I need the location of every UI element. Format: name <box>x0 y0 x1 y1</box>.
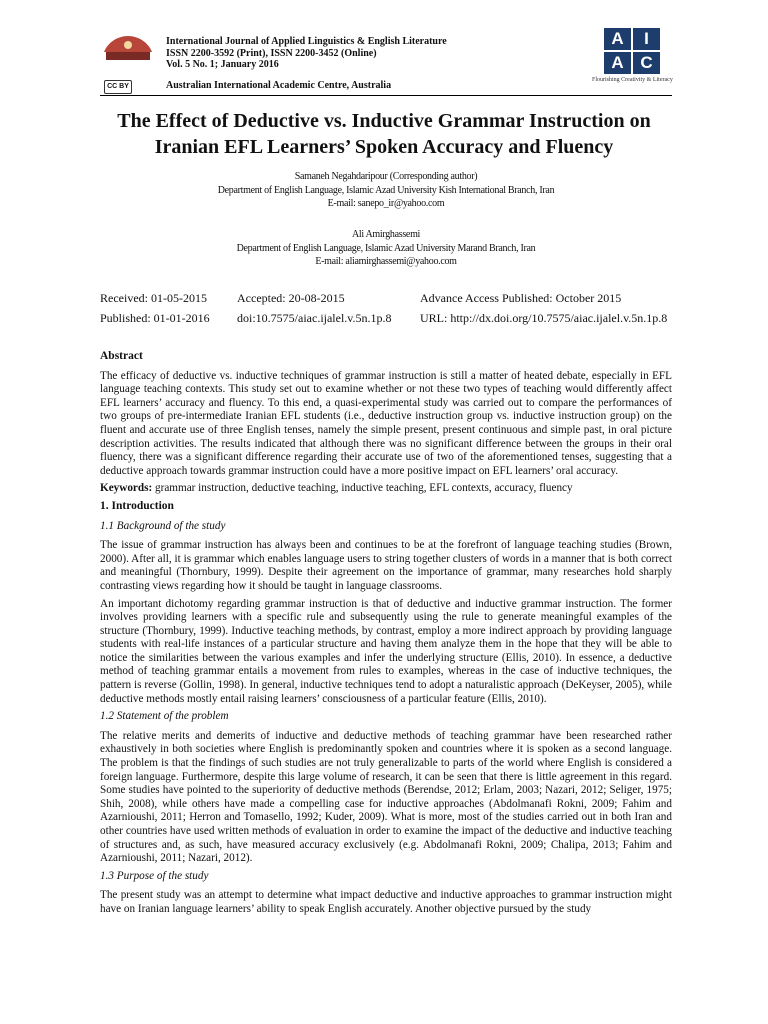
paper-title <box>90 108 678 160</box>
cc-license-icon: CC BY <box>104 80 132 94</box>
header-divider <box>100 95 672 96</box>
abstract-text: The efficacy of deductive vs. inductive techniques of grammar instruction is still a matter of heated debate, especially in EFL language teaching contexts. This study set out to examine whether or not these two types of teaching would differently affect EFL learners’ accuracy and fluency. To this end, a quasi-experimental study was carried out to compare the performances of two groups of pre-intermediate Iranian EFL students (i.e., deductive instruction group vs. inductive instruction group) on the fluent and accurate use of three English tenses, namely the simple present, present continuous and simple past, in oral picture description activities. The results indicated that although there was no significant difference between the groups in their oral fluency, there was a significant difference regarding their accurate use of two of the aforementioned tenses, suggesting that a deductive approach towards grammar instruction could have a more positive impact on EFL learners’ oral accuracy. <box>100 369 672 477</box>
title-line-2: Iranian EFL Learners’ Spoken Accuracy and Fluency <box>154 136 614 158</box>
author-name: Samaneh Negahdaripour (Corresponding author) <box>294 171 478 182</box>
journal-header <box>100 28 672 92</box>
paragraph: An important dichotomy regarding grammar instruction is that of deductive and inductive grammar instruction. The former involves providing learners with a specific rule and subsequently using the rule to generate meaningful examples of the structure (Thornbury, 1999). Inductive teaching methods, by contrast, employ a more indirect approach by providing language students with real-life instances of a particular structure and having them analyze them in the hope that they will be able to notice the similarities between the various examples and infer the underlying structure (Ellis, 2010). In essence, a deductive method of teaching grammar entails a movement from rules to examples, whereas in the case of inductive techniques, the pattern is reverse (Gollin, 1998). In general, inductive techniques tend to adopt a naturalistic approach (DeKeyser, 2005), while deductive methods mostly entail raising learners’ consciousness of a particular feature (Ellis, 2010). <box>100 597 672 705</box>
paragraph: The issue of grammar instruction has always been and continues to be at the forefront of language teaching studies (Brown, 2000). After all, it is grammar which enables language users to string together clusters of words in a manner that is both correct and meaningful (Thornbury, 1999). Despite their agreement on the importance of grammar, many researches hold sharply contrasting views regarding how it should be taught in language classrooms. <box>100 539 672 592</box>
keywords-label: Keywords: <box>100 482 153 495</box>
article-url[interactable]: URL: http://dx.doi.org/10.7575/aiac.ijalel.v.5n.1p.8 <box>420 311 668 325</box>
subsection-heading-1-2: 1.2 Statement of the problem <box>100 710 229 723</box>
aiac-letter: A <box>604 52 631 74</box>
published-date: Published: 01-01-2016 <box>100 311 210 325</box>
author-affiliation: Department of English Language, Islamic Azad University Kish International Branch, Iran <box>217 184 555 196</box>
author-block-1 <box>100 170 672 211</box>
aiac-letter: C <box>633 52 660 74</box>
journal-logo-icon <box>100 34 156 64</box>
aiac-letter: A <box>604 28 631 50</box>
abstract-heading: Abstract <box>100 350 143 362</box>
title-line-1: The Effect of Deductive vs. Inductive Grammar Instruction on <box>117 110 651 132</box>
journal-info <box>166 36 447 71</box>
aiac-tagline: Flourishing Creativity & Literacy <box>592 77 673 83</box>
keywords <box>100 482 672 496</box>
publication-meta <box>100 290 672 330</box>
advance-access-date: Advance Access Published: October 2015 <box>420 291 622 305</box>
paragraph: The present study was an attempt to determine what impact deductive and inductive approaches to grammar instruction might have on Iranian language learners’ ability to speak English accurately. Another objective pursued by the study <box>100 889 672 915</box>
aiac-letter: I <box>633 28 660 50</box>
subsection-heading-1-3: 1.3 Purpose of the study <box>100 869 209 882</box>
received-date: Received: 01-05-2015 <box>100 291 207 305</box>
journal-issn: ISSN 2200-3592 (Print), ISSN 2200-3452 (Online) <box>166 47 377 59</box>
paragraph: The relative merits and demerits of inductive and deductive methods of teaching grammar have been researched rather exhaustively in both societies where English is predominantly spoken and countries where it is spoken as a second language. The problem is that the findings of such studies are not truly generalizable to parts of the world where English is considered a foreign language. Furthermore, despite this large volume of research, it can be seen that there is little agreement in this regard. Some studies have pointed to the superiority of deductive methods (Berendse, 2012; Erlam, 2003; Nazari, 2012; Seliger, 1975; Shih, 2008), while others have made a compelling case for inductive approaches (Abdolmanafi Rokni, 2009; Fahim and Azarnioushi, 2011; Herron and Tomasello, 1992; Kuder, 2009). What is more, most of the studies carried out in both Iran and other countries have used written methods of evaluation in order to examine the impact of the deductive and inductive teaching of structures and, as such, have measured accuracy exclusively (e.g. Abdolmanafi Rokni, 2009; Chalipa, 2013; Fahim and Azarnioushi, 2011; Nazari, 2012). <box>100 729 672 865</box>
author-name: Ali Amirghassemi <box>351 229 421 240</box>
journal-name: International Journal of Applied Linguistics & English Literature <box>166 36 447 47</box>
subsection-heading-1-1: 1.1 Background of the study <box>100 519 226 532</box>
keywords-text: grammar instruction, deductive teaching, inductive teaching, EFL contexts, accuracy, fluency <box>152 482 573 495</box>
paper-body <box>100 350 672 921</box>
author-affiliation: Department of English Language, Islamic Azad University Marand Branch, Iran <box>236 242 536 254</box>
publisher-name: Australian International Academic Centre, Australia <box>166 80 392 91</box>
section-heading-introduction: 1. Introduction <box>100 499 174 512</box>
accepted-date: Accepted: 20-08-2015 <box>237 291 345 305</box>
doi: doi:10.7575/aiac.ijalel.v.5n.1p.8 <box>237 311 392 325</box>
author-email: E-mail: sanepo_ir@yahoo.com <box>327 198 445 209</box>
author-block-2 <box>100 228 672 269</box>
author-email: E-mail: aliamirghassemi@yahoo.com <box>315 256 457 267</box>
aiac-logo <box>592 28 672 83</box>
journal-volume: Vol. 5 No. 1; January 2016 <box>166 59 279 70</box>
